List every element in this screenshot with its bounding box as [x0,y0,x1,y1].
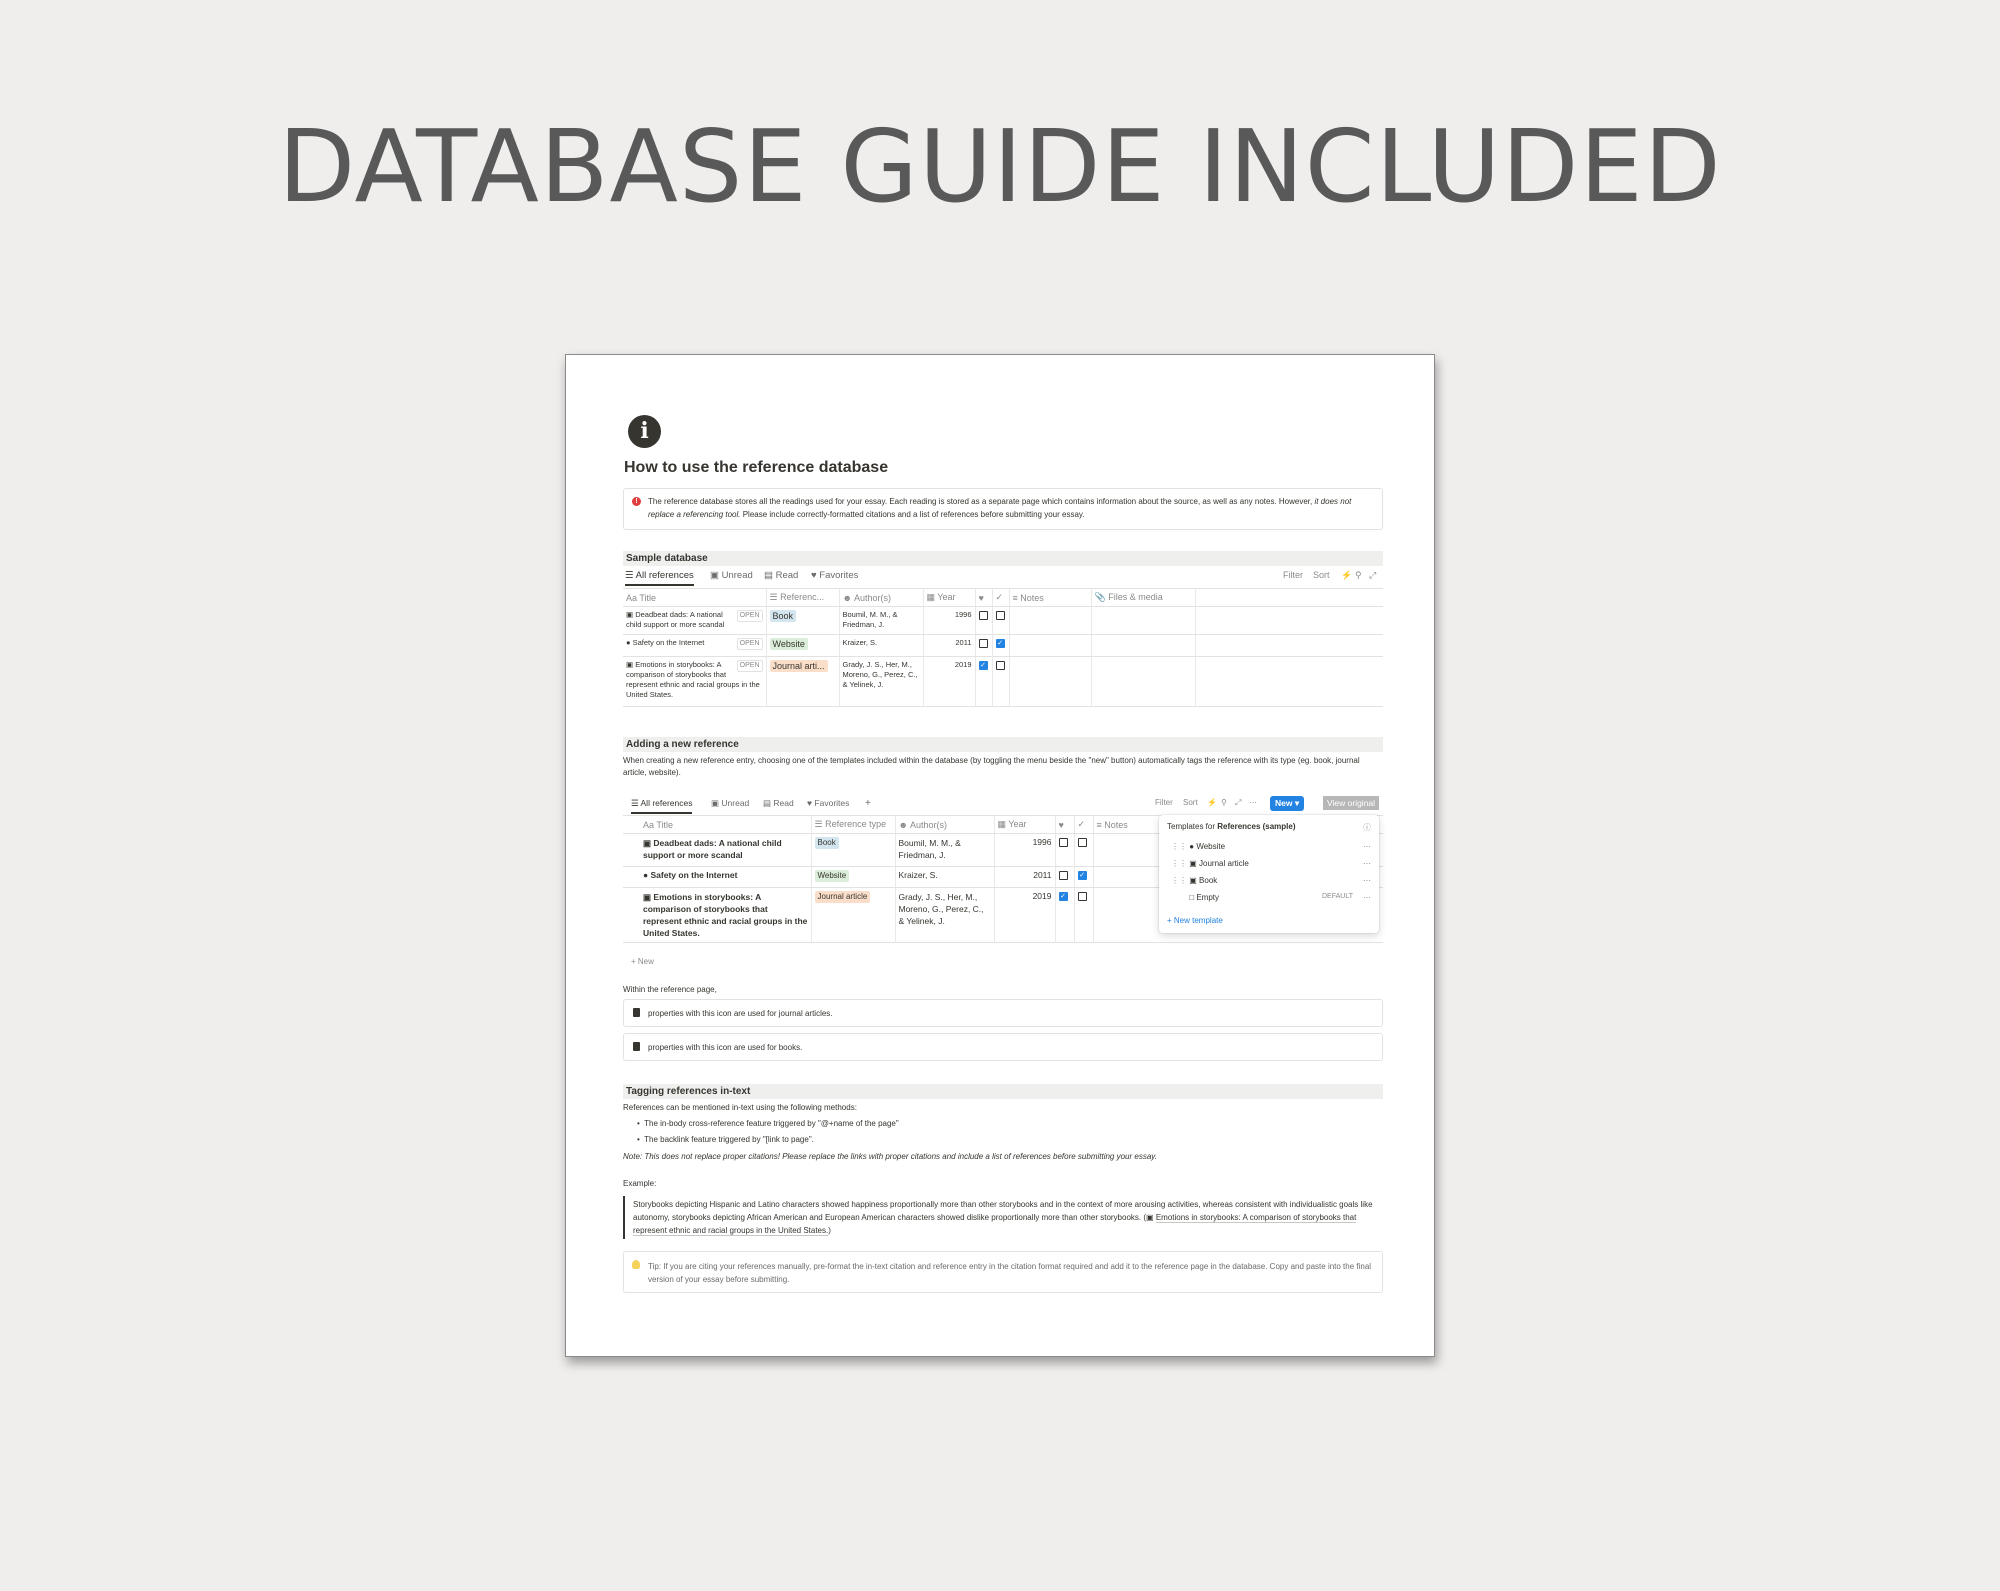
tip-callout: Tip: If you are citing your references manually, pre-format the in-text citation and reference entry in the citation format required and add it to the reference page in the database. Copy and paste into the final version of your essay before submitting. [623,1251,1383,1293]
tab-all-references[interactable]: ☰ All references [625,570,694,586]
more-icon[interactable]: ⋯ [1363,859,1371,868]
row-year: 1996 [923,607,975,635]
page-title: How to use the reference database [624,459,889,476]
warning-callout [623,488,1383,530]
globe-icon: ● [626,638,631,647]
filter-button[interactable]: Filter [1283,570,1303,580]
example-quote: Storybooks depicting Hispanic and Latino characters showed happiness proportionally more than other storybooks and in the context of more arousing activities, whereas consistent with individualistic goals like autonomy, storybooks depicting African American and European American characters showed dislike proportionally more than other storybooks. (▣ Emotions in storybooks: A comparison of storybooks that represent ethnic and racial groups in the United States.) [623,1196,1383,1239]
tab-read[interactable]: ▤ Read [763,798,794,808]
section-heading-adding: Adding a new reference [623,737,1383,752]
favorite-checkbox[interactable]: ✓ [1060,893,1066,901]
column-notes[interactable]: ≡ Notes [1009,589,1091,607]
column-read[interactable] [1074,816,1093,834]
book-icon: ▣ [1189,876,1197,885]
favorite-checkbox[interactable] [1059,871,1068,880]
column-year[interactable]: ▦ Year [994,816,1055,834]
column-favorite[interactable] [1055,816,1074,834]
more-icon[interactable]: ⋯ [1249,798,1257,807]
adding-view-tabs [623,798,1383,815]
example-label: Example: [623,1179,657,1188]
template-item-book[interactable]: ⋮⋮ ▣ Book ⋯ [1171,876,1371,885]
tag-website[interactable]: Website [815,870,850,882]
row-authors: Kraizer, S. [895,867,994,888]
section-heading-tagging: Tagging references in-text [623,1084,1383,1099]
check-circle-icon: ✓ [995,592,1004,602]
filter-button[interactable]: Filter [1155,798,1173,807]
callout-text: The reference database stores all the readings used for your essay. Each reading is stored as a separate page which contains information about the source, as well as any notes. However, [648,497,1315,506]
expand-icon[interactable]: ⤢ [1369,570,1377,580]
read-checkbox[interactable] [996,661,1005,670]
sort-button[interactable]: Sort [1183,798,1198,807]
help-icon[interactable]: ⓘ [1363,823,1371,832]
journal-icon-note: properties with this icon are used for journal articles. [623,999,1383,1027]
favorite-checkbox[interactable] [979,639,988,648]
column-reference-type[interactable]: ☰ Referenc... [766,589,839,607]
tagging-note: Note: This does not replace proper citations! Please replace the links with proper citations and include a list of references before submitting your essay. [623,1152,1157,1161]
journal-article-icon [633,1008,640,1017]
favorite-checkbox[interactable]: ✓ [980,661,986,669]
row-title: Emotions in storybooks: A comparison of storybooks that represent ethnic and racial groups in the United States. [643,892,808,938]
adding-description: When creating a new reference entry, choosing one of the templates included within the database (by toggling the menu beside the "new" button) automatically tags the reference with its type (eg. book, journal article, website). [623,756,1360,777]
heart-icon: ♥ [1058,819,1064,830]
template-item-empty[interactable]: ⋮⋮ □ Empty DEFAULT ⋯ [1171,893,1371,902]
favorite-checkbox[interactable] [1059,838,1068,847]
column-favorite[interactable] [975,589,992,607]
globe-icon: ● [1189,842,1195,851]
column-reference-type[interactable]: ☰ Reference type [811,816,895,834]
page-icon: ▣ [1189,859,1197,868]
new-template-button[interactable]: + New template [1167,916,1223,925]
column-title[interactable]: Aa Title [623,589,766,607]
view-original-button[interactable]: View original [1323,796,1379,810]
sample-database-table [623,588,1383,707]
backlink[interactable]: Emotions in storybooks: A comparison of storybooks that represent ethnic and racial groups in the United States. [633,1213,1357,1235]
read-checkbox[interactable] [1078,838,1087,847]
favorite-checkbox[interactable] [979,611,988,620]
lightbulb-icon [632,1260,640,1269]
default-badge: DEFAULT [1322,893,1353,900]
page-icon: ▣ [1146,1213,1154,1222]
row-title: Deadbeat dads: A national child support or more scandal [626,610,725,629]
more-icon[interactable]: ⋯ [1363,876,1371,885]
add-row-button[interactable]: + New [631,957,654,966]
book-icon-note: properties with this icon are used for books. [623,1033,1383,1061]
table-row[interactable] [623,635,1383,657]
open-button[interactable]: OPEN [737,638,763,650]
more-icon[interactable]: ⋯ [1363,893,1371,902]
tab-all-references[interactable]: ☰ All references [631,798,692,814]
tag-book[interactable]: Book [815,837,839,849]
info-icon: i [628,415,661,448]
tab-read[interactable]: ▤ Read [764,570,799,581]
tab-unread[interactable]: ▣ Unread [711,798,750,808]
tab-unread[interactable]: ▣ Unread [710,570,753,581]
row-year: 2011 [994,867,1055,888]
read-checkbox[interactable]: ✓ [997,639,1003,647]
row-year: 2011 [923,635,975,657]
page-icon: ▣ [626,660,634,669]
within-intro: Within the reference page, [623,985,717,994]
row-title: Safety on the Internet [650,870,738,880]
document-page [565,354,1435,1357]
page-icon: ▣ [643,838,652,848]
open-button[interactable]: OPEN [737,660,763,672]
page-icon: ▣ [626,610,634,619]
tab-favorites[interactable]: ♥ Favorites [807,798,850,808]
open-button[interactable]: OPEN [737,610,763,622]
read-checkbox[interactable] [1078,892,1087,901]
column-read[interactable] [992,589,1009,607]
list-item: • The in-body cross-reference feature triggered by "@+name of the page" [637,1119,899,1128]
template-item-website[interactable]: ⋮⋮ ● Website ⋯ [1171,842,1371,851]
alert-icon: ! [632,497,641,506]
row-year: 2019 [994,888,1055,943]
tag-book[interactable]: Book [770,610,797,622]
list-item: • The backlink feature triggered by "[link to page". [637,1135,814,1144]
plus-icon: + [1167,916,1172,925]
row-authors: Boumil, M. M., & Friedman, J. [839,607,923,635]
expand-icon[interactable]: ⤢ [1235,798,1242,807]
tag-journal-article[interactable]: Journal article [815,891,871,903]
row-year: 1996 [994,834,1055,867]
row-authors: Grady, J. S., Her, M., Moreno, G., Perez, C., & Yelinek, J. [839,657,923,707]
callout-italic: it does not replace a referencing tool. [648,497,1352,519]
templates-popup [1159,815,1379,933]
more-icon[interactable]: ⋯ [1363,842,1371,851]
automation-icon[interactable]: ⚡ [1341,570,1353,580]
read-checkbox[interactable]: ✓ [1079,872,1085,880]
callout-text-end: Please include correctly-formatted citations and a list of references before submitting your essay. [740,510,1085,519]
tab-favorites[interactable]: ♥ Favorites [811,570,859,581]
sample-view-tabs [623,570,1383,587]
row-authors: Boumil, M. M., & Friedman, J. [895,834,994,867]
column-notes[interactable]: ≡ Notes [1093,816,1383,834]
column-year[interactable]: ▦ Year [923,589,975,607]
empty-page-icon: □ [1189,893,1195,902]
column-authors[interactable]: ☻ Author(s) [839,589,923,607]
column-title[interactable]: Aa Title [623,816,811,834]
sort-button[interactable]: Sort [1313,570,1330,580]
table-row[interactable] [623,657,1383,707]
page-icon: ▣ [643,892,652,902]
search-icon[interactable]: ⚲ [1355,570,1362,580]
section-heading-sample: Sample database [623,551,1383,566]
column-files[interactable]: 📎 Files & media [1091,589,1195,607]
row-year: 2019 [923,657,975,707]
row-authors: Grady, J. S., Her, M., Moreno, G., Perez, C., & Yelinek, J. [895,888,994,943]
globe-icon: ● [643,870,649,880]
column-authors[interactable]: ☻ Author(s) [895,816,994,834]
tag-website[interactable]: Website [770,638,808,650]
row-title: Safety on the Internet [632,638,705,647]
tagging-intro: References can be mentioned in-text using the following methods: [623,1103,857,1112]
search-icon[interactable]: ⚲ [1221,798,1227,807]
check-circle-icon: ✓ [1077,819,1086,829]
tag-journal-article[interactable]: Journal arti... [770,660,828,672]
row-title: Emotions in storybooks: A comparison of storybooks that represent ethnic and racial groups in the United States. [626,660,760,699]
template-item-journal-article[interactable]: ⋮⋮ ▣ Journal article ⋯ [1171,859,1371,868]
read-checkbox[interactable] [996,611,1005,620]
automation-icon[interactable]: ⚡ [1207,798,1217,807]
table-row[interactable] [623,607,1383,635]
new-button[interactable]: New ▾ [1270,796,1304,811]
book-icon [633,1042,640,1051]
chevron-down-icon[interactable]: ▾ [1294,798,1300,808]
add-view-icon[interactable]: + [865,798,871,809]
row-title: Deadbeat dads: A national child support or more scandal [643,838,782,860]
heart-icon: ♥ [978,592,984,603]
banner-heading: DATABASE GUIDE INCLUDED [278,108,1722,225]
popup-title: Templates for References (sample) ⓘ [1167,822,1371,832]
row-authors: Kraizer, S. [839,635,923,657]
